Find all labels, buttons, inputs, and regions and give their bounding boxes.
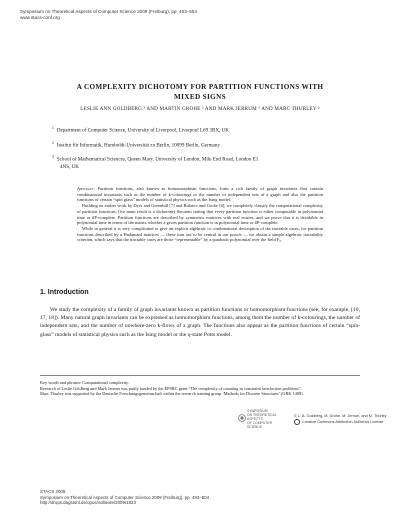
- funding-note-2: Marc Thurley was supported by the Deutsche Forschungsgemeinschaft within the research training group ‘Methods for Discrete Structures’ (GRK 1408).: [40, 391, 304, 397]
- affiliations: [52, 125, 352, 176]
- header-url: www.stacs-conf.org: [20, 15, 60, 20]
- abstract-text-1: Partition functions, also known as homomorphism functions, form a rich family of graph invariants that contain combinatorial invariants such as the number of k-colourings or the number of independent sets of a graph and also the partition functions of certain “spin glass” models of statistical physics such as the Ising model.: [77, 186, 324, 203]
- affiliation-text-continued: 4NS, UK: [60, 164, 79, 171]
- footer-proceedings: Symposium on Theoretical Aspects of Computer Science 2009 (Freiburg), pp. 493–504: [40, 494, 210, 500]
- creative-commons-icon: [294, 419, 300, 425]
- abstract-paragraph-2: Building on earlier work by Dyer and Greenhill [7] and Bulatov and Grohe [6], we completely classify the computational complexity of partition functions. Our main result is a dichotomy theorem stating that every partition function is either computable in polynomial time or #P-complete. Partition functions are described by symmetric matrices with real entries, and we prove that it is decidable in polynomial time in terms of the matrix whether a given partition function is in polynomial time or #P-complete.: [77, 203, 323, 226]
- logo-text-line: ON THEORETICAL: [247, 413, 277, 417]
- affiliation-text: Department of Computer Science, University of Liverpool, Liverpool L69 3BX, UK: [56, 127, 229, 134]
- affiliation-2: [52, 140, 352, 150]
- title-line-1: A COMPLEXITY DICHOTOMY FOR PARTITION FUNCTIONS WITH: [76, 83, 324, 91]
- footnotes: [40, 380, 360, 397]
- copyright-notice: © L. A. Goldberg, M. Grohe, M. Jerrum, and M. Thurley: [294, 414, 387, 418]
- stacs-logo-text: [247, 409, 277, 429]
- license-line: [294, 419, 387, 425]
- affiliation-text: School of Mathematical Sciences, Queen Mary, University of London, Mile End Road, London E1: [56, 157, 259, 164]
- funding-note-1: Research of Leslie Goldberg and Mark Jerrum was partly funded by the EPSRC grant “The complexity of counting in constraint satisfaction problems”.: [40, 385, 302, 391]
- logo-text-line: SCIENCE: [247, 425, 263, 429]
- section-heading: 1. Introduction: [40, 289, 89, 296]
- title-line-2: MIXED SIGNS: [174, 93, 226, 101]
- keywords-note: Key words and phrases: Computational complexity.: [40, 380, 129, 385]
- header-venue: Symposium on Theoretical Aspects of Computer Science 2009 (Freiburg), pp. 493–504: [20, 9, 197, 14]
- paper-title: [0, 82, 400, 102]
- affiliation-number: 1: [52, 126, 54, 130]
- abstract: [77, 186, 323, 243]
- license-block: [294, 414, 387, 425]
- page-footer: [40, 489, 209, 506]
- intro-paragraph: We study the complexity of a family of graph invariants known as partition functions or homomorphism functions (see, for example, [10, 17, 18]). Many natural graph invariants can be expressed as homomorphism functions, among them the number of k-colourings, the number of independent sets, and the number of nowhere-zero k-flows of a graph. The functions also appear as the partition functions of certain “spin-glass” models of statistical physics such as the Ising model or the q-state Potts model.: [40, 307, 360, 338]
- abstract-label: Abstract.: [77, 186, 95, 191]
- affiliation-1: [52, 125, 352, 135]
- license-text: Creative Commons Attribution-NoDerivs License: [302, 420, 384, 424]
- affiliation-number: 3: [52, 155, 54, 160]
- author-list: LESLIE ANN GOLDBERG ¹ AND MARTIN GROHE ² AND MARK JERRUM ³ AND MARC THURLEY ²: [80, 106, 320, 112]
- running-header: [20, 9, 197, 21]
- footer-url: http://drops.dagstuhl.de/opus/volltexte/2009/1823: [40, 500, 136, 506]
- affiliation-text: Institut für Informatik, Humboldt-Universität zu Berlin, 10099 Berlin, Germany: [56, 142, 220, 149]
- affiliation-number: 2: [52, 140, 54, 145]
- footer-conference: STACS 2009: [40, 489, 66, 494]
- affiliation-3: [52, 154, 352, 171]
- logo-text-line: OF COMPUTER: [247, 421, 273, 425]
- footnote-rule: [40, 375, 360, 376]
- logo-text-line: ASPECTS: [247, 417, 263, 421]
- abstract-paragraph-3: While in general it is very complicated to give an explicit algebraic or combinatorial description of the tractable cases, for partition functions described by a Hadamard matrices — these turn out to be central in our proofs — we obtain a simple algebraic tractability criterion, which says that the tractable cases are those “representable” by a quadratic polynomial over the field F₂.: [77, 225, 323, 243]
- introduction-body: [40, 306, 360, 339]
- logo-text-line: SYMPOSIUM: [247, 409, 268, 413]
- abstract-paragraph-1: [77, 186, 323, 203]
